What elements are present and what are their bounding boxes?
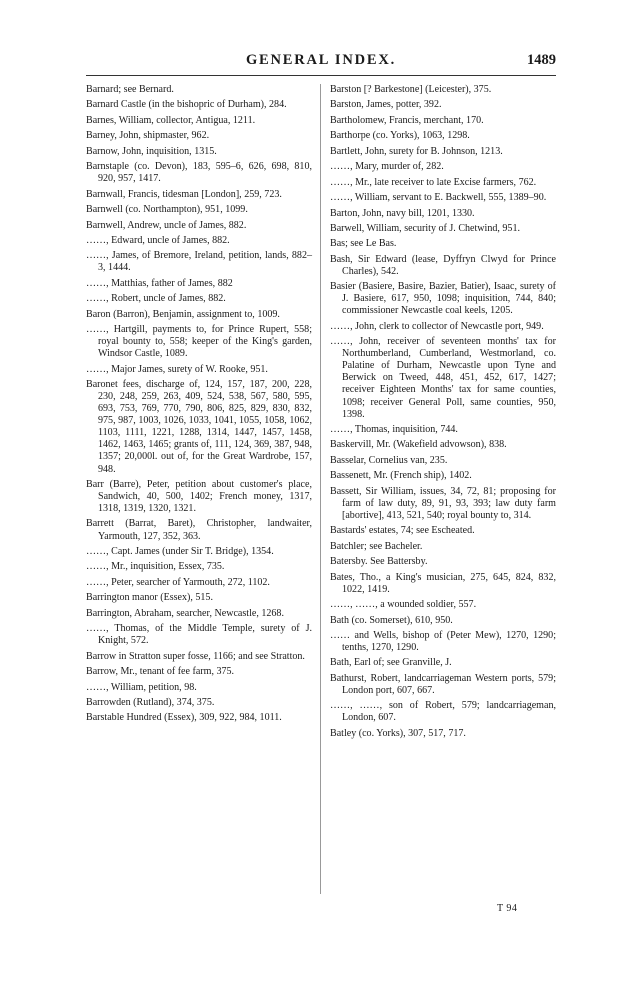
page-number: 1489	[527, 52, 556, 68]
index-entry: ……, Mary, murder of, 282.	[330, 161, 444, 173]
index-entry: Bash, Sir Edward (lease, Dyffryn Clwyd for Prince Charles), 542.	[330, 253, 556, 277]
index-entry: Barston [? Barkestone] (Leicester), 375.	[330, 84, 492, 95]
printer-signature: T 94	[497, 903, 518, 914]
index-entry: ……, Capt. James (under Sir T. Bridge), 1354.	[86, 545, 274, 557]
index-entry: ……, John, clerk to collector of Newcastle port, 949.	[330, 320, 544, 332]
index-entry: ……, Thomas, of the Middle Temple, surety of J. Knight, 572.	[86, 623, 312, 647]
index-entry: Bartlett, John, surety for B. Johnson, 1213.	[330, 145, 503, 157]
index-entry: ……, William, servant to E. Backwell, 555, 1389–90.	[330, 192, 547, 204]
index-entry: Bassenett, Mr. (French ship), 1402.	[330, 470, 472, 482]
index-entry: Bathurst, Robert, landcarriageman Western ports, 579; London port, 607, 667.	[330, 672, 556, 696]
index-entry: …… and Wells, bishop of (Peter Mew), 1270, 1290; tenths, 1270, 1290.	[330, 629, 556, 653]
index-entry: Barnwall, Francis, tidesman [London], 259, 723.	[86, 188, 282, 200]
index-entry: ……, John, receiver of seventeen months' tax for Northumberland, Cumberland, Westmorland, co. Palatine of Durham, Newcastle upon Tyne and Berwick on Tweed, 448, 451, 452, 617, 1427; receiver Eighteen Months' tax for same counties, 1098; receiver General Poll, same counties, 950, 1398.	[330, 336, 556, 420]
index-entry: ……, Mr., inquisition, Essex, 735.	[86, 561, 225, 573]
index-entry: Baskervill, Mr. (Wakefield advowson), 838.	[330, 439, 507, 451]
index-entry: ……, Matthias, father of James, 882	[86, 277, 233, 289]
index-entry: Barnard; see Bernard.	[86, 84, 174, 95]
left-column	[86, 84, 312, 728]
index-entry: Bath, Earl of; see Granville, J.	[330, 657, 452, 669]
index-entry: ……, Edward, uncle of James, 882.	[86, 234, 230, 246]
index-entry: Barston, James, potter, 392.	[330, 99, 442, 111]
index-entry: Barrington manor (Essex), 515.	[86, 592, 213, 604]
header-rule	[86, 75, 556, 76]
index-entry: Barrow in Stratton super fosse, 1166; and see Stratton.	[86, 650, 305, 662]
page-header	[86, 52, 556, 72]
index-entry: Barrington, Abraham, searcher, Newcastle, 1268.	[86, 607, 284, 619]
index-entry: ……, Thomas, inquisition, 744.	[330, 423, 458, 435]
index-entry: Bastards' estates, 74; see Escheated.	[330, 525, 475, 537]
index-entry: Barton, John, navy bill, 1201, 1330.	[330, 207, 475, 219]
column-divider	[320, 84, 321, 894]
index-entry: Bates, Tho., a King's musician, 275, 645, 824, 832, 1022, 1419.	[330, 571, 556, 595]
index-entry: Batley (co. Yorks), 307, 517, 717.	[330, 727, 466, 739]
index-entry: Barnstaple (co. Devon), 183, 595–6, 626, 698, 810, 920, 957, 1417.	[86, 161, 312, 185]
index-entry: ……, ……, a wounded soldier, 557.	[330, 599, 477, 611]
index-entry: Barrett (Barrat, Baret), Christopher, landwaiter, Yarmouth, 127, 352, 363.	[86, 518, 312, 542]
index-entry: ……, Mr., late receiver to late Excise farmers, 762.	[330, 176, 537, 188]
index-entry: Basier (Basiere, Basire, Bazier, Batier), Isaac, surety of J. Basiere, 617, 950, 1098; inquisition, 744, 840; commissioner Newcastle coal keels, 1205.	[330, 281, 556, 317]
index-entry: Bas; see Le Bas.	[330, 238, 397, 250]
index-entry: Bassett, Sir William, issues, 34, 72, 81; proposing for farm of law duty, 89, 91, 93, 393; law duty farm [abortive], 413, 521, 540; royal bounty to, 314.	[330, 485, 556, 521]
right-column	[330, 84, 556, 743]
index-entry: Baron (Barron), Benjamin, assignment to, 1009.	[86, 308, 280, 320]
index-entry: Barwell, William, security of J. Chetwind, 951.	[330, 222, 520, 234]
index-entry: Batchler; see Bacheler.	[330, 540, 423, 552]
index-entry: Barney, John, shipmaster, 962.	[86, 130, 210, 142]
index-entry: ……, Hartgill, payments to, for Prince Rupert, 558; royal bounty to, 558; keeper of the King's garden, Windsor Castle, 1089.	[86, 324, 312, 360]
index-entry: Barstable Hundred (Essex), 309, 922, 984, 1011.	[86, 712, 282, 724]
index-entry: Barnwell, Andrew, uncle of James, 882.	[86, 219, 247, 231]
index-entry: Bartholomew, Francis, merchant, 170.	[330, 114, 484, 126]
index-entry: ……, Peter, searcher of Yarmouth, 272, 1102.	[86, 576, 270, 588]
index-entry: Baronet fees, discharge of, 124, 157, 187, 200, 228, 230, 248, 259, 263, 409, 524, 538, 567, 580, 595, 693, 753, 769, 770, 790, 806, 825, 829, 830, 832, 975, 987, 1003, 1026, 1033, 1041, 1055, 1058, 1062, 1103, 1111, 1221, 1288, 1314, 1447, 1457, 1458, 1462, 1463, 1465; grants of, 111, 124, 369, 387, 948, 1357; 20,000l. out of, for the Great Wardrobe, 157, 948.	[86, 379, 312, 475]
index-entry: Basselar, Cornelius van, 235.	[330, 454, 448, 466]
index-entry: ……, Major James, surety of W. Rooke, 951.	[86, 363, 268, 375]
index-entry: Barrow, Mr., tenant of fee farm, 375.	[86, 666, 235, 678]
index-entry: Barnes, William, collector, Antigua, 1211.	[86, 114, 256, 126]
index-entry: ……, ……, son of Robert, 579; landcarriageman, London, 607.	[330, 700, 556, 724]
index-entry: Barnow, John, inquisition, 1315.	[86, 145, 217, 157]
index-entry: Barr (Barre), Peter, petition about customer's place, Sandwich, 40, 500, 1402; French money, 1317, 1318, 1319, 1320, 1321.	[86, 478, 312, 515]
running-title: GENERAL INDEX.	[245, 52, 397, 68]
index-entry: Barrowden (Rutland), 374, 375.	[86, 696, 215, 708]
index-entry: Bath (co. Somerset), 610, 950.	[330, 614, 453, 626]
index-entry: ……, Robert, uncle of James, 882.	[86, 293, 226, 305]
index-entry: ……, James, of Bremore, Ireland, petition, lands, 882–3, 1444.	[86, 250, 312, 274]
index-entry: Barthorpe (co. Yorks), 1063, 1298.	[330, 130, 470, 142]
index-entry: Batersby. See Battersby.	[330, 556, 428, 568]
index-entry: ……, William, petition, 98.	[86, 681, 197, 693]
index-entry: Barnwell (co. Northampton), 951, 1099.	[86, 204, 248, 216]
index-columns	[86, 84, 556, 894]
index-entry: Barnard Castle (in the bishopric of Durham), 284.	[86, 99, 287, 111]
